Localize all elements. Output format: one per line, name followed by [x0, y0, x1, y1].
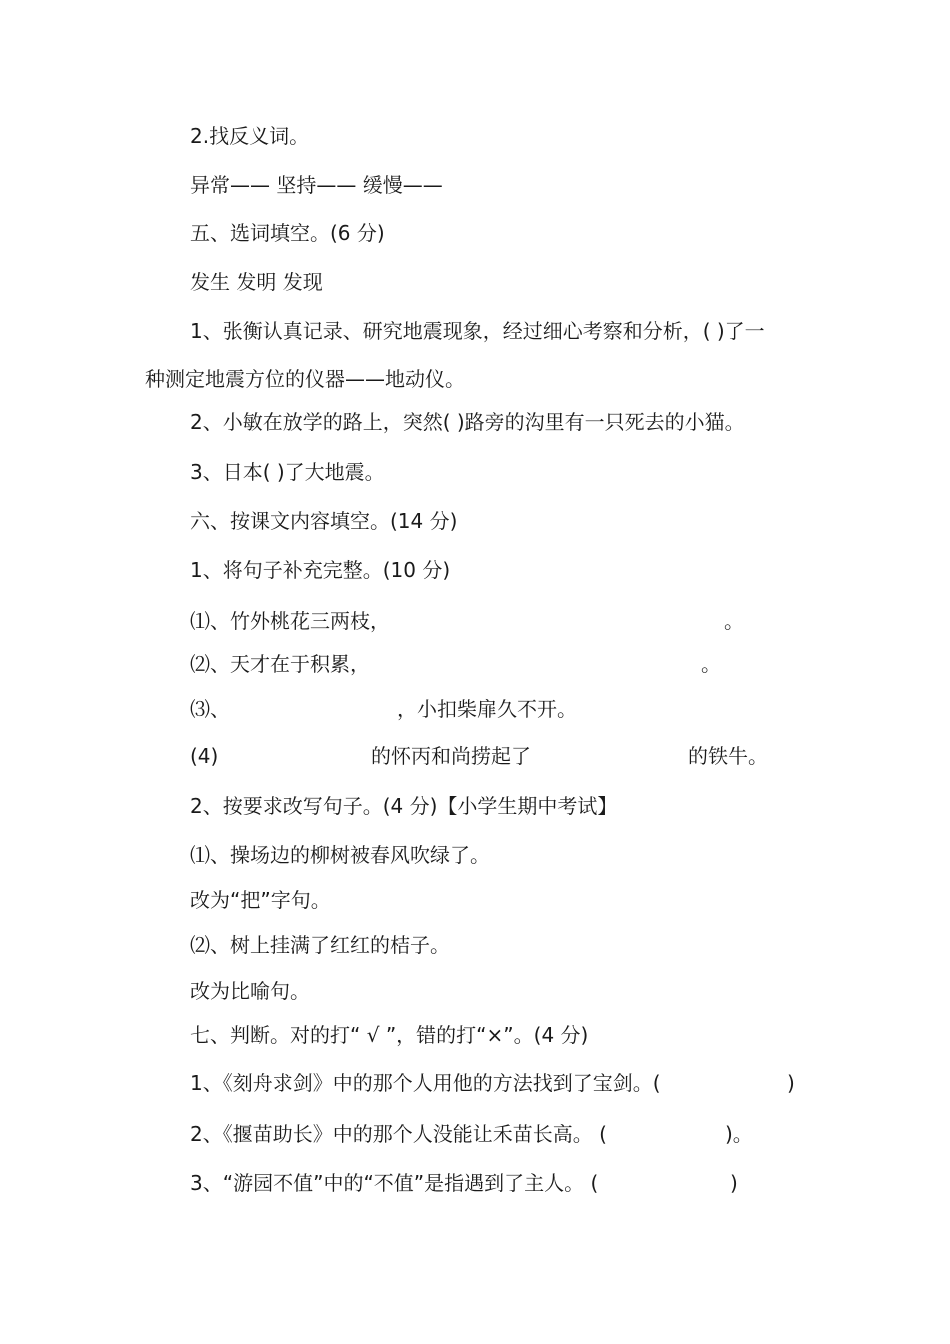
section-5-heading: 五、选词填空。(6 分)	[190, 221, 385, 245]
rewrite-sentence-1: ⑴、操场边的柳树被春风吹绿了。	[190, 843, 490, 867]
rewrite-instruction-1: 改为“把”字句。	[190, 888, 331, 912]
poem-line-3-start: ⑶、	[190, 697, 230, 721]
rewrite-instruction-2: 改为比喻句。	[190, 979, 310, 1003]
judge-question-3: 3、“游园不值”中的“不值”是指遇到了主人。 (	[190, 1171, 599, 1195]
word-choices: 发生 发明 发现	[190, 270, 323, 294]
judge-question-1-close: )	[787, 1071, 795, 1095]
antonym-prompts: 异常—— 坚持—— 缓慢——	[190, 173, 443, 197]
poem-line-2-start: ⑵、天才在于积累，	[190, 652, 370, 676]
story-line-number: (4)	[190, 744, 219, 768]
judge-question-1: 1、《刻舟求剑》中的那个人用他的方法找到了宝剑。(	[190, 1071, 661, 1095]
poem-line-3-end: ，小扣柴扉久不开。	[397, 697, 577, 721]
fill-question-2: 2、小敏在放学的路上，突然( )路旁的沟里有一只死去的小猫。	[190, 410, 745, 434]
judge-question-3-close: )	[730, 1171, 738, 1195]
story-line-end: 的铁牛。	[688, 744, 768, 768]
judge-question-2-close: )。	[725, 1122, 753, 1146]
section-7-heading: 七、判断。对的打“ √ ”，错的打“×”。(4 分)	[190, 1023, 589, 1047]
poem-line-1-end: 。	[724, 609, 744, 633]
fill-question-3: 3、日本( )了大地震。	[190, 460, 385, 484]
fill-question-1-line-2: 种测定地震方位的仪器——地动仪。	[145, 367, 465, 391]
section-4-item-2-heading: 2.找反义词。	[190, 124, 310, 148]
rewrite-sentence-2: ⑵、树上挂满了红红的桔子。	[190, 933, 450, 957]
section-6-item-1-heading: 1、将句子补充完整。(10 分)	[190, 558, 451, 582]
section-6-item-2-heading: 2、按要求改写句子。(4 分)【小学生期中考试】	[190, 794, 618, 818]
fill-question-1-line-1: 1、张衡认真记录、研究地震现象，经过细心考察和分析，( )了一	[190, 319, 765, 343]
judge-question-2: 2、《揠苗助长》中的那个人没能让禾苗长高。 (	[190, 1122, 607, 1146]
poem-line-2-end: 。	[701, 652, 721, 676]
poem-line-1-start: ⑴、竹外桃花三两枝，	[190, 609, 390, 633]
story-line-middle: 的怀丙和尚捞起了	[371, 744, 531, 768]
section-6-heading: 六、按课文内容填空。(14 分)	[190, 509, 458, 533]
